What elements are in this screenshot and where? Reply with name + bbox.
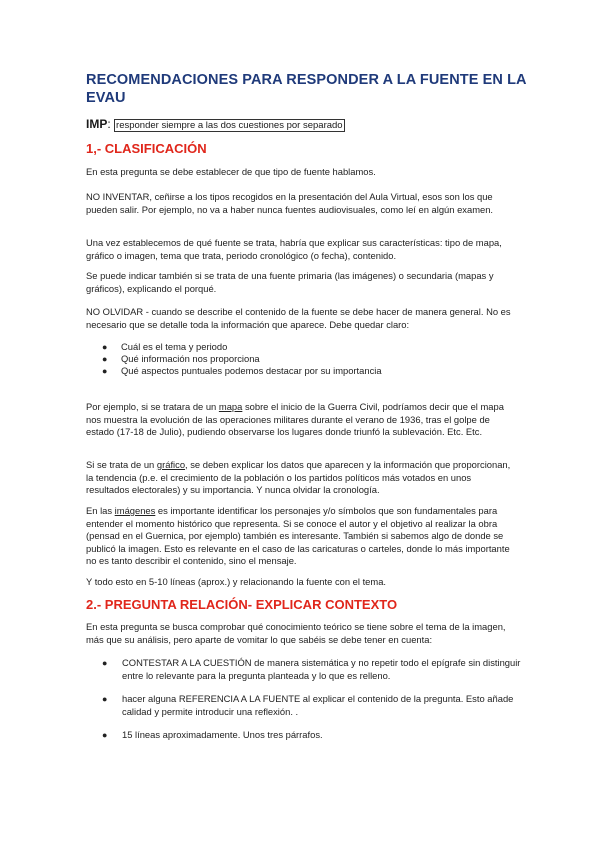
bullet-icon: ● [102,366,108,376]
bullet-icon: ● [102,730,108,740]
paragraph-text: es importante identificar los personajes y/o símbolos que son fundamentales para entender el momento histórico que representa. Si se conoce el autor y el objetivo al realizar la obra (pensad en el Guernica, por ejemplo) también es interesante. También si sabemos algo de donde se publicó la imagen. Esto es relevante en el caso de las caricaturas o carteles, donde lo más importante no es tanto describir el contenido, sino el mensaje. [86,505,510,567]
list-item-text: hacer alguna REFERENCIA A LA FUENTE al explicar el contenido de la pregunta. Esto añade calidad y permite introducir una reflexión. . [122,693,514,717]
section1-paragraph-1: En esta pregunta se debe establecer de que tipo de fuente hablamos. [86,166,376,177]
section1-paragraph-6 [86,401,516,439]
document-title: RECOMENDACIONES PARA RESPONDER A LA FUENTE EN LA EVAU [86,72,527,106]
imp-colon: : [107,117,111,131]
paragraph-text: En las [86,505,115,516]
section1-paragraph-7 [86,459,516,497]
term-imagenes: imágenes [114,505,156,516]
paragraph-text: Si se trata de un [86,459,157,470]
paragraph-text: sobre el inicio de la Guerra Civil, podríamos decir que el mapa nos muestra la evolución de las operaciones militares durante el verano de 1936, tras el golpe de estado (17-18 de Julio), pudiendo observarse los lugares donde triunfó la sublevación. Etc. Etc. [86,401,504,438]
list-item-text: 15 líneas aproximadamente. Unos tres párrafos. [122,729,323,740]
bullet-icon: ● [102,354,108,364]
paragraph-text: , se deben explicar los datos que aparecen y la información que proporcionan, la tendencia (p.e. el crecimiento de la población o los partidos políticos más votados en unos resultados electorales) y su importancia. Y nunca olvidar la cronología. [86,459,511,496]
list-item-text: Qué información nos proporciona [121,353,260,364]
section1-paragraph-5: NO OLVIDAR - cuando se describe el contenido de la fuente se debe hacer de manera general. No es necesario que se detalle toda la información que aparece. Debe quedar claro: [86,306,511,330]
section1-paragraph-4: Se puede indicar también si se trata de una fuente primaria (las imágenes) o secundaria (mapas y gráficos), explicando el porqué. [86,270,494,294]
list-item-text: Cuál es el tema y periodo [121,341,228,352]
section1-heading: 1,- CLASIFICACIÓN [86,141,207,156]
section2-heading: 2.- PREGUNTA RELACIÓN- EXPLICAR CONTEXTO [86,597,398,612]
section1-paragraph-2: NO INVENTAR, ceñirse a los tipos recogidos en la presentación del Aula Virtual, esos son los que pueden salir. Por ejemplo, no va a haber nunca fuentes audiovisuales, como leí en algún examen. [86,191,494,215]
list-item-text: Qué aspectos puntuales podemos destacar por su importancia [121,365,382,376]
bullet-icon: ● [102,658,108,668]
section1-paragraph-8 [86,505,516,568]
imp-note [86,117,345,131]
bullet-icon: ● [102,342,108,352]
section1-paragraph-3: Una vez establecemos de qué fuente se trata, habría que explicar sus características: tipo de mapa, gráfico o imagen, tema que trata, periodo cronológico (o fecha), contenido. [86,237,502,261]
list-item-text: CONTESTAR A LA CUESTIÓN de manera sistemática y no repetir todo el epígrafe sin distinguir entre lo relevante para la pregunta planteada y lo que es relleno. [122,657,521,681]
imp-boxed-text: responder siempre a las dos cuestiones por separado [116,120,343,131]
imp-label: IMP [86,117,108,131]
term-mapa: mapa [218,401,243,412]
section2-paragraph-1: En esta pregunta se busca comprobar qué conocimiento teórico se tiene sobre el tema de la imagen, más que su análisis, pero aparte de vomitar lo que sabéis se debe tener en cuenta: [86,621,506,645]
bullet-icon: ● [102,694,108,704]
paragraph-text: Por ejemplo, si se tratara de un [86,401,219,412]
term-grafico: gráfico [156,459,186,470]
section1-paragraph-9: Y todo esto en 5-10 líneas (aprox.) y relacionando la fuente con el tema. [86,576,387,587]
